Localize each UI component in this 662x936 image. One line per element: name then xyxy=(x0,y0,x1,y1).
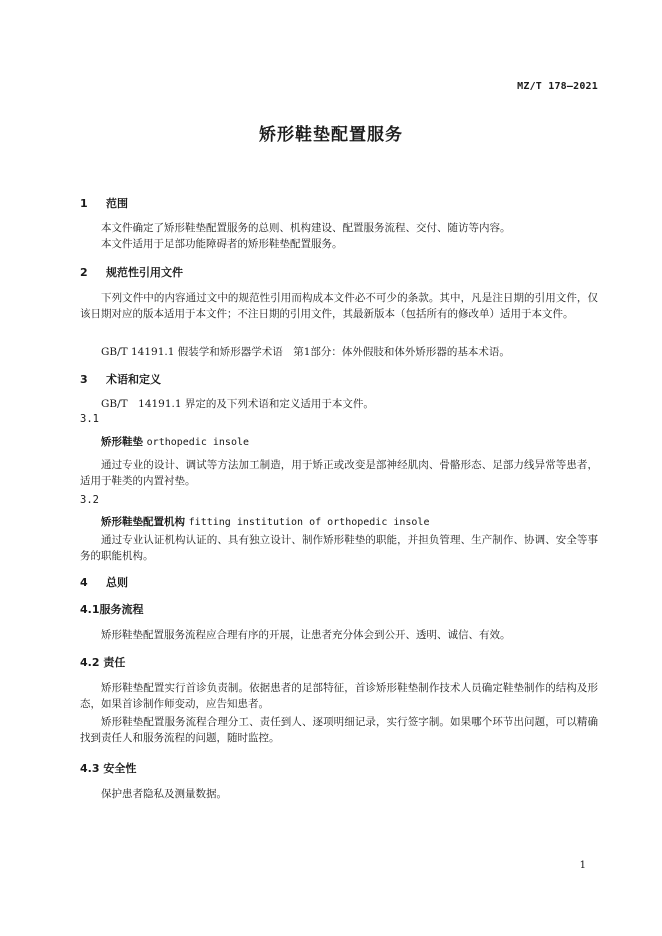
subsection-title: 服务流程 xyxy=(99,603,144,616)
section-number: 1 xyxy=(80,197,88,210)
section-title: 规范性引用文件 xyxy=(106,266,183,279)
section-title: 范围 xyxy=(106,197,128,210)
subsection-4-3-heading xyxy=(80,760,136,776)
section-number: 2 xyxy=(80,266,88,279)
standard-code: MZ/T 178—2021 xyxy=(517,81,598,92)
term-chinese: 矫形鞋垫 xyxy=(101,436,143,448)
subsection-4-2-paragraph-2: 矫形鞋垫配置服务流程合理分工、责任到人、逐项明细记录，实行签字制。如果哪个环节出问题，可以精确找到责任人和服务流程的问题，随时监控。 xyxy=(80,716,598,744)
subsection-4-1-paragraph: 矫形鞋垫配置服务流程应合理有序的开展，让患者充分体会到公开、透明、诚信、有效。 xyxy=(101,629,511,641)
term-3-1-definition: 通过专业的设计、调试等方法加工制造，用于矫正或改变是部神经肌肉、骨骼形态、足部力线异常等患者，适用于鞋类的内置衬垫。 xyxy=(80,459,598,487)
document-title: 矫形鞋垫配置服务 xyxy=(259,125,403,145)
section-2-paragraph-1: 下列文件中的内容通过文中的规范性引用而构成本文件必不可少的条款。其中，凡是注日期的引用文件，仅该日期对应的版本适用于本文件；不注日期的引用文件，其最新版本（包括所有的修改单）适用于本文件。 xyxy=(80,292,598,320)
section-number: 3 xyxy=(80,373,88,386)
section-3-heading xyxy=(80,371,161,387)
section-title: 术语和定义 xyxy=(106,373,161,386)
term-3-2-title xyxy=(101,514,429,529)
section-2-heading xyxy=(80,264,183,280)
subsection-number: 4.2 xyxy=(80,656,100,669)
section-2-paragraph-2: GB/T 14191.1 假装学和矫形器学术语 第1部分：体外假肢和体外矫形器的基本术语。 xyxy=(101,346,510,358)
term-english: orthopedic insole xyxy=(146,437,250,448)
term-3-2-definition: 通过专业认证机构认证的、具有独立设计、制作矫形鞋垫的职能，并担负管理、生产制作、协调、安全等事务的职能机构。 xyxy=(80,534,598,562)
subsection-4-1-heading xyxy=(80,601,144,617)
section-number: 4 xyxy=(80,576,88,589)
term-3-1-number: 3.1 xyxy=(80,413,99,425)
section-1-paragraph-1: 本文件确定了矫形鞋垫配置服务的总则、机构建设、配置服务流程、交付、随访等内容。 xyxy=(101,222,511,234)
term-3-2-number: 3.2 xyxy=(80,494,99,506)
subsection-number: 4.1 xyxy=(80,603,100,616)
term-english: fitting institution of orthopedic insole xyxy=(188,517,430,528)
section-4-heading xyxy=(80,574,128,590)
subsection-title: 责任 xyxy=(103,656,126,669)
subsection-4-2-paragraph-1: 矫形鞋垫配置实行首诊负责制。依据患者的足部特征，首诊矫形鞋垫制作技术人员确定鞋垫制作的结构及形态，如果首诊制作师变动，应告知患者。 xyxy=(80,682,598,710)
section-title: 总则 xyxy=(106,576,128,589)
term-chinese: 矫形鞋垫配置机构 xyxy=(101,516,185,528)
section-3-paragraph-1: GB/T 14191.1 界定的及下列术语和定义适用于本文件。 xyxy=(101,398,374,410)
page-number: 1 xyxy=(579,860,586,871)
subsection-4-2-heading xyxy=(80,654,125,670)
section-1-paragraph-2: 本文件适用于足部功能障碍者的矫形鞋垫配置服务。 xyxy=(101,238,343,250)
subsection-4-3-paragraph: 保护患者隐私及测量数据。 xyxy=(101,788,227,800)
subsection-title: 安全性 xyxy=(103,762,137,775)
section-1-heading xyxy=(80,195,128,211)
subsection-number: 4.3 xyxy=(80,762,100,775)
term-3-1-title xyxy=(101,434,249,449)
